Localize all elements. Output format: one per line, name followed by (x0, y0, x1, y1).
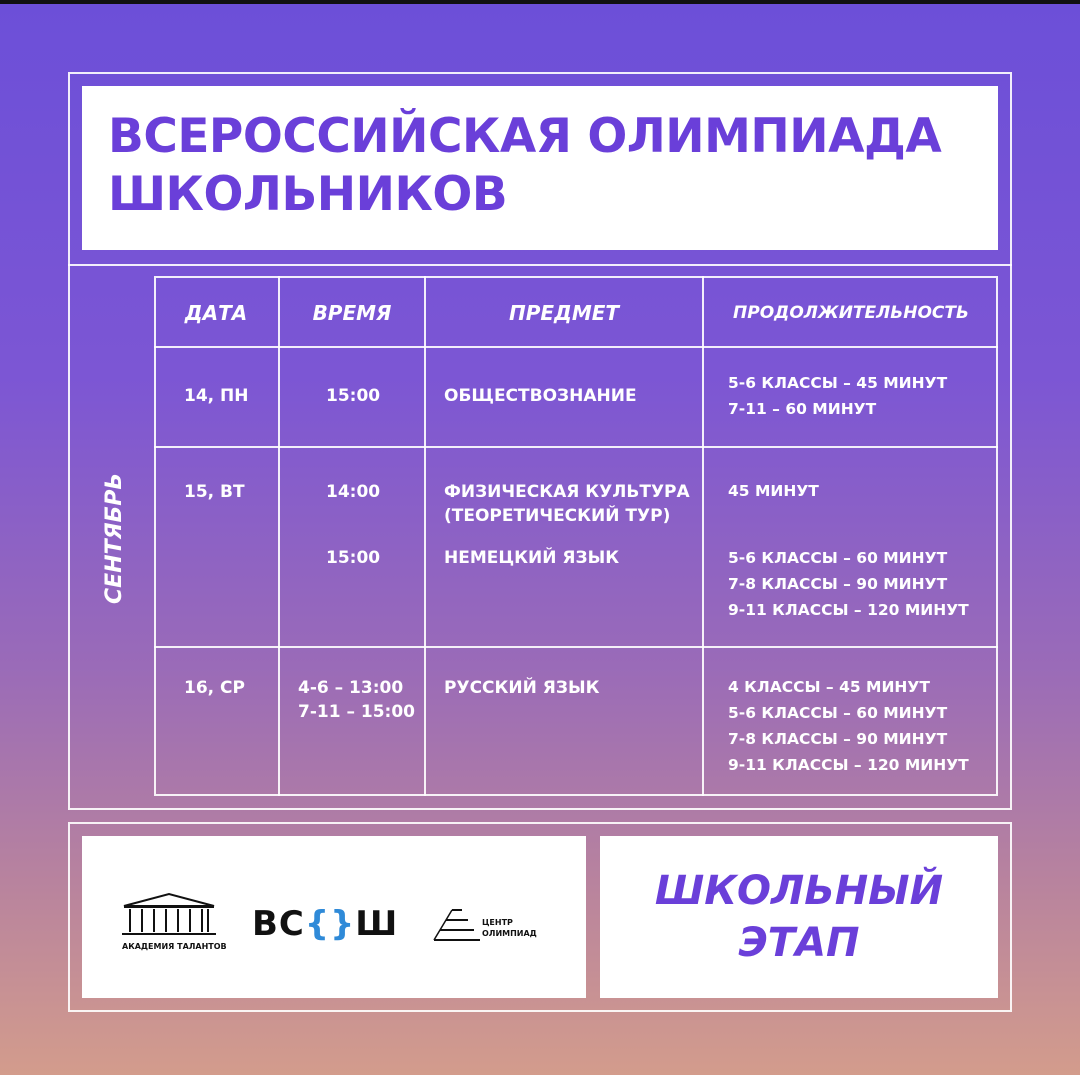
row-subject: (ТЕОРЕТИЧЕСКИЙ ТУР) (444, 506, 671, 526)
header-duration: ПРОДОЛЖИТЕЛЬНОСТЬ (733, 303, 969, 323)
header-subject: ПРЕДМЕТ (508, 301, 620, 325)
row-subject: НЕМЕЦКИЙ ЯЗЫК (444, 548, 620, 568)
row-date: 14, ПН (184, 386, 249, 406)
row-duration: 9-11 КЛАССЫ – 120 МИНУТ (728, 601, 969, 619)
title-frame-divider (68, 264, 1012, 266)
row-duration: 7-11 – 60 МИНУТ (728, 400, 877, 418)
row-duration: 7-8 КЛАССЫ – 90 МИНУТ (728, 575, 948, 593)
row-divider (154, 646, 998, 648)
row-time: 15:00 (326, 548, 381, 568)
row-duration: 5-6 КЛАССЫ – 45 МИНУТ (728, 374, 948, 392)
center-logo-line1: ЦЕНТР (482, 918, 513, 927)
vsosh-logo-right: Ш (355, 904, 399, 944)
row-time: 4-6 – 13:00 (298, 678, 404, 698)
vsosh-logo (252, 904, 398, 944)
row-duration: 45 МИНУТ (728, 482, 819, 500)
col-divider (424, 276, 426, 796)
center-logo-line2: ОЛИМПИАД (482, 929, 537, 938)
vsosh-logo-left: ВС (252, 904, 305, 944)
row-time: 7-11 – 15:00 (298, 702, 415, 722)
title-line-2: ШКОЛЬНИКОВ (108, 167, 508, 222)
row-duration: 5-6 КЛАССЫ – 60 МИНУТ (728, 549, 948, 567)
header-time: ВРЕМЯ (312, 301, 392, 325)
row-time: 15:00 (326, 386, 381, 406)
row-duration: 7-8 КЛАССЫ – 90 МИНУТ (728, 730, 948, 748)
col-divider (278, 276, 280, 796)
row-date: 15, ВТ (184, 482, 245, 502)
row-duration: 5-6 КЛАССЫ – 60 МИНУТ (728, 704, 948, 722)
header-date: ДАТА (184, 301, 248, 325)
row-duration: 9-11 КЛАССЫ – 120 МИНУТ (728, 756, 969, 774)
col-divider (702, 276, 704, 796)
title-line-1: ВСЕРОССИЙСКАЯ ОЛИМПИАДА (108, 109, 942, 164)
row-divider (154, 446, 998, 448)
vsosh-logo-brace: {} (304, 904, 356, 944)
row-subject: РУССКИЙ ЯЗЫК (444, 678, 600, 698)
top-edge (0, 0, 1080, 4)
row-duration: 4 КЛАССЫ – 45 МИНУТ (728, 678, 930, 696)
stage-line-2: ЭТАП (738, 920, 860, 966)
row-time: 14:00 (326, 482, 381, 502)
row-divider (154, 346, 998, 348)
olympiad-center-logo-icon (432, 900, 482, 944)
row-subject: ФИЗИЧЕСКАЯ КУЛЬТУРА (444, 482, 690, 502)
row-subject: ОБЩЕСТВОЗНАНИЕ (444, 386, 637, 406)
stage-panel (600, 836, 998, 998)
title-box (82, 86, 998, 250)
month-label: СЕНТЯБРЬ (102, 472, 127, 604)
academy-logo-caption: АКАДЕМИЯ ТАЛАНТОВ (122, 942, 227, 951)
row-date: 16, СР (184, 678, 245, 698)
stage-line-1: ШКОЛЬНЫЙ (654, 868, 944, 914)
academy-logo-icon (120, 892, 218, 938)
